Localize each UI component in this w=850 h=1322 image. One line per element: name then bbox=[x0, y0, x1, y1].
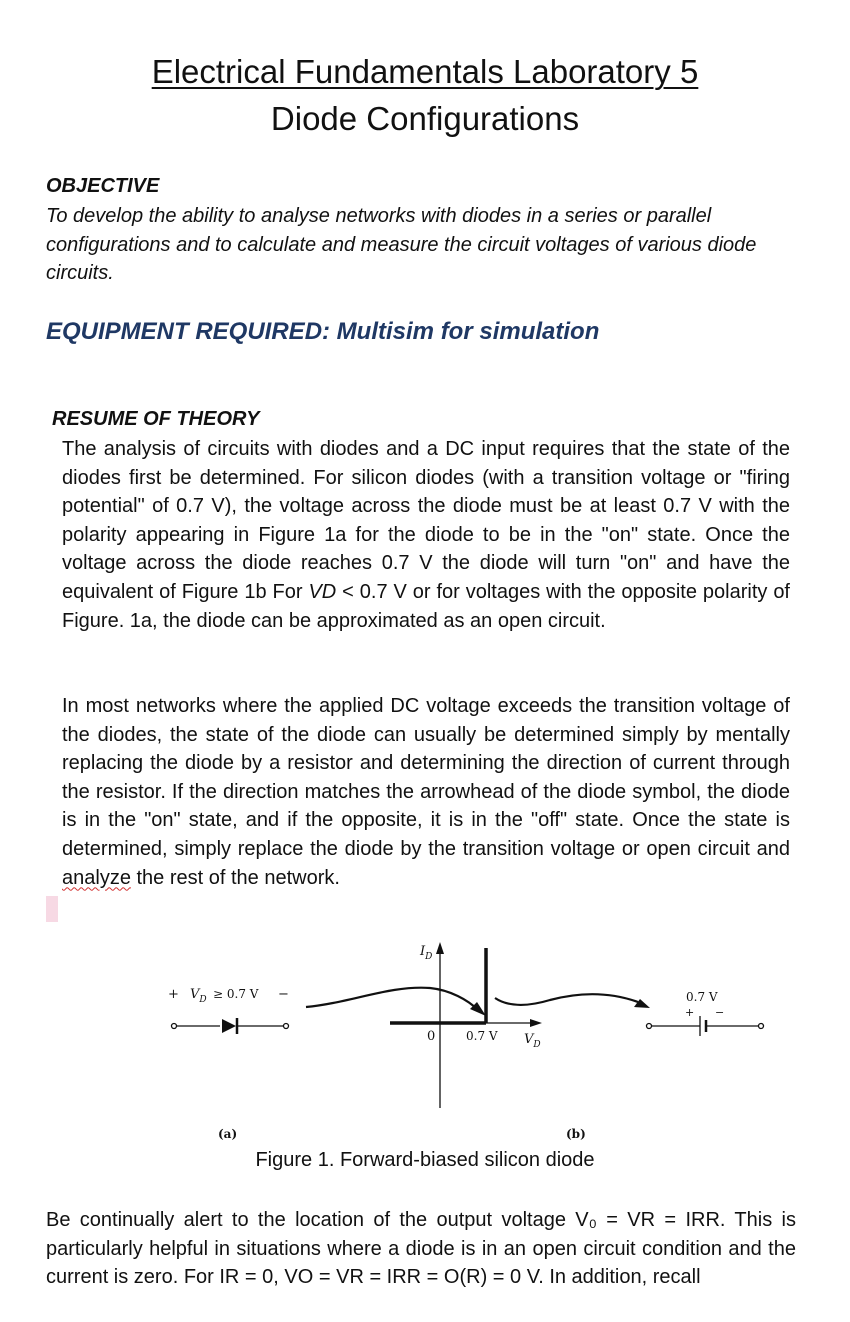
fig-b-plus: + bbox=[685, 1006, 695, 1019]
spellcheck-word: analyze bbox=[62, 866, 131, 889]
fig-a-terminal-right bbox=[284, 1024, 289, 1029]
equipment-heading: EQUIPMENT REQUIRED: Multisim for simulation bbox=[46, 318, 600, 345]
theory-paragraph-1: The analysis of circuits with diodes and a DC input requires that the state of the diodes first be determined. For silicon diodes (with a transition voltage or "firing potential" of 0.7 V), the voltage across the diode must be at least 0.7 V with the polarity appearing in Figure 1a for the diode to be in the "on" state. Once the voltage across the diode reaches 0.7 V the diode will turn "on" and have the equivalent of Figure 1b For VD < 0.7 V or for voltages with the opposite polarity of Figure. 1a, the diode can be approximated as an open circuit. bbox=[62, 438, 790, 632]
fig-a-minus: − bbox=[278, 987, 289, 1002]
fig-arrow-left bbox=[306, 988, 478, 1010]
fig-graph-x-arrow-icon bbox=[530, 1019, 542, 1027]
fig-graph-vd-label: $V_D$ bbox=[524, 1032, 541, 1050]
fig-b-minus: − bbox=[715, 1006, 725, 1019]
fig-graph-id-label: $I_D$ bbox=[420, 944, 433, 962]
fig-label-b: (b) bbox=[566, 1127, 586, 1141]
closing-paragraph: Be continually alert to the location of the output voltage V₀ = VR = IRR. This is particularly helpful in situations where a diode is in an open circuit condition and the current is zero. For IR = 0, VO = VR = IRR = O(R) = 0 V. In addition, recall bbox=[46, 1209, 796, 1289]
objective-text: To develop the ability to analyse networks with diodes in a series or parallel configurations and to calculate and measure the circuit voltages of various diode circuits. bbox=[46, 205, 757, 284]
fig-arrow-right bbox=[495, 994, 638, 1005]
figure-1-diagram bbox=[150, 930, 790, 1140]
diode-triangle-icon bbox=[222, 1019, 236, 1033]
fig-b-terminal-left bbox=[647, 1024, 652, 1029]
fig-a-plus: + bbox=[168, 987, 179, 1002]
fig-a-terminal-left bbox=[172, 1024, 177, 1029]
fig-label-a: (a) bbox=[218, 1127, 238, 1141]
fig-b-voltage: 0.7 V bbox=[686, 990, 718, 1004]
highlight-mark bbox=[46, 896, 58, 922]
title-line-1: Electrical Fundamentals Laboratory 5 bbox=[151, 53, 699, 90]
figure-1 bbox=[150, 930, 790, 1140]
fig-graph-y-arrow-icon bbox=[436, 942, 444, 954]
figure-caption: Figure 1. Forward-biased silicon diode bbox=[255, 1149, 595, 1171]
fig-graph-origin: 0 bbox=[427, 1029, 436, 1044]
title-line-2: Diode Configurations bbox=[270, 100, 580, 137]
theory-heading: RESUME OF THEORY bbox=[52, 408, 260, 430]
fig-a-vd-label: $V_D$ bbox=[190, 987, 207, 1005]
fig-graph-knee-label: 0.7 V bbox=[466, 1029, 498, 1043]
theory-paragraph-2: In most networks where the applied DC voltage exceeds the transition voltage of the diodes, the state of the diode can usually be determined simply by mentally replacing the diode by a resistor and determining the direction of current through the resistor. If the direction matches the arrowhead of the diode symbol, the diode is in the "on" state, and if the opposite, it is in the "off" state. Once the state is determined, simply replace the diode by the transition voltage or open circuit and analyze the rest of the network. bbox=[62, 695, 790, 889]
fig-a-condition: ≥ 0.7 V bbox=[213, 987, 259, 1001]
fig-b-terminal-right bbox=[759, 1024, 764, 1029]
objective-heading: OBJECTIVE bbox=[46, 175, 160, 197]
